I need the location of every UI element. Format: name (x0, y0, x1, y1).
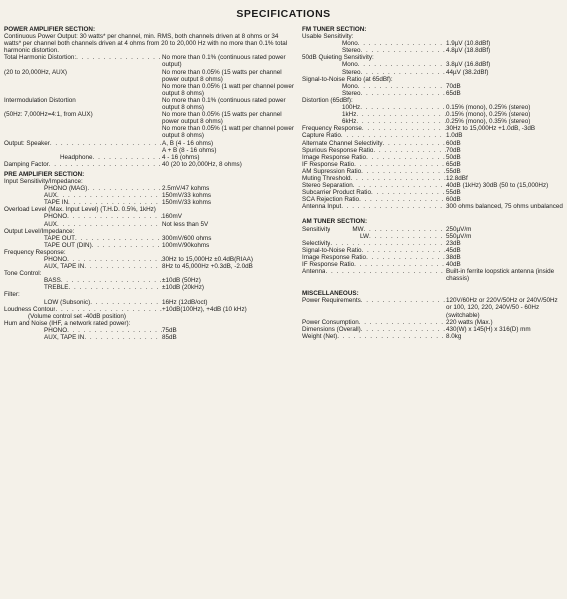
spec-label: Stereo (342, 47, 361, 55)
imd-value-1: No more than 0.1% (continuous rated power output 8 ohms) (162, 96, 286, 112)
page-title: SPECIFICATIONS (236, 8, 331, 20)
spec-row (302, 254, 564, 261)
spec-label: Power Requirements (302, 297, 361, 305)
leader-dots (68, 199, 162, 206)
spec-label: Dimensions (Overall) (302, 325, 361, 333)
leader-dots (361, 90, 446, 97)
leader-dots (351, 175, 446, 182)
spec-value: 220 watts (Max.) (446, 318, 493, 326)
headphone-value: 4 - 16 (ohms) (162, 153, 200, 161)
thd-row (4, 54, 294, 68)
spec-row (4, 199, 294, 206)
spec-label: Image Response Ratio (302, 253, 367, 261)
thd-value-1: No more than 0.1% (continuous rated power output) (162, 54, 286, 69)
spec-value: 40dB (1kHz) 30dB (50 to (15,000Hz) (446, 182, 549, 190)
right-column (302, 26, 564, 340)
leader-dots (57, 192, 162, 199)
spec-value: Built-in ferrite loopstick antenna (inside chassis) (446, 268, 555, 283)
spec-label: 1kHz (342, 111, 357, 119)
spec-label: Mono (342, 40, 358, 48)
spec-label: Frequency Response (302, 125, 362, 133)
distortion-label: Distortion (65dBf): (302, 96, 353, 104)
spec-row (302, 319, 564, 326)
spec-row (4, 192, 294, 199)
spec-value: 3.8µV (16.8dBf) (446, 61, 491, 69)
spec-row (302, 47, 564, 54)
spec-value: 150mV/33 kohms (162, 192, 212, 200)
leader-dots (356, 111, 446, 118)
spec-row (302, 333, 564, 340)
spec-label: Selectivity (302, 239, 331, 247)
loudness-row (4, 306, 294, 313)
spec-value: ±10dB (20kHz) (162, 284, 204, 292)
miscellaneous-heading: MISCELLANEOUS: (302, 290, 359, 298)
spec-row (302, 118, 564, 125)
spec-row (302, 147, 564, 154)
spec-row (302, 226, 564, 233)
spec-label: 6kHz (342, 118, 357, 126)
spec-row (302, 196, 564, 203)
spacer (302, 282, 564, 287)
spec-value: 8.0kg (446, 332, 462, 340)
spec-row (302, 161, 564, 168)
leader-dots (361, 47, 446, 54)
imd-value-2: No more than 0.05% (15 watts per channel power output 8 ohms) (162, 111, 282, 126)
spec-value: 1.0dB (446, 132, 463, 140)
spec-label: 100Hz (342, 104, 361, 112)
spec-label: PHONO (44, 326, 68, 334)
leader-dots (353, 182, 446, 189)
spec-value: 50dB (446, 153, 461, 161)
leader-dots (55, 306, 162, 313)
spec-row (302, 261, 564, 268)
leader-dots (358, 61, 446, 68)
leader-dots (69, 284, 163, 291)
spec-label: Mono (342, 82, 358, 90)
fm-tuner-heading: FM TUNER SECTION: (302, 26, 367, 33)
tone-control-label: Tone Control: (4, 270, 42, 278)
leader-dots (359, 319, 446, 326)
spec-value: 55dB (446, 167, 461, 175)
leader-dots (90, 299, 162, 306)
leader-dots (354, 161, 446, 168)
usable-sensitivity-label: Usable Sensitivity: (302, 33, 354, 41)
am-tuner-heading: AM TUNER SECTION: (302, 218, 368, 226)
leader-dots (87, 185, 162, 192)
spec-value: 250µV/m (446, 225, 472, 233)
damping-row (4, 161, 294, 168)
spec-row (4, 284, 294, 291)
quieting-label: 50dB Quieting Sensitivity: (302, 54, 374, 62)
leader-dots (57, 221, 162, 228)
spec-value: 12.8dBf (446, 174, 468, 182)
imd-label-2: (50Hz: 7,000Hz=4:1, from AUX) (4, 111, 93, 119)
spec-label: TAPE OUT (DIN) (44, 241, 92, 249)
input-sensitivity-label: Input Sensitivity/Impedance: (4, 177, 83, 185)
spec-value: 150mV/33 kohms (162, 199, 212, 207)
spec-row (4, 299, 294, 306)
spec-label: Mono (342, 61, 358, 69)
spec-value: 65dB (446, 89, 461, 97)
frequency-response-label: Frequency Response: (4, 248, 66, 256)
spec-label: Stereo (342, 68, 361, 76)
spec-row (302, 104, 564, 111)
spec-row (4, 185, 294, 192)
spec-label: MW (352, 225, 364, 233)
leader-dots (325, 268, 446, 275)
spec-row (302, 83, 564, 90)
spec-label-prefix: Sensitivity (302, 225, 331, 233)
imd-row (4, 97, 294, 111)
spec-row (4, 334, 294, 341)
leader-dots (341, 203, 446, 210)
leader-dots (356, 118, 446, 125)
spec-value: 44µV (38.2dBf) (446, 68, 489, 76)
thd-value-2: No more than 0.05% (15 watts per channel power output 8 ohms) (162, 68, 282, 83)
spec-label: TAPE IN (44, 199, 69, 207)
leader-dots (92, 242, 162, 249)
spec-label: AUX, TAPE IN (44, 334, 85, 342)
spec-value: 70dB (446, 82, 461, 90)
spec-row (302, 233, 564, 240)
thd-row-2 (4, 69, 294, 83)
spec-value: 0.25% (mono), 0.35% (stereo) (446, 118, 531, 126)
spec-value: 60dB (446, 139, 461, 147)
spec-value: 550µV/m (446, 232, 472, 240)
spec-label: AM Supression Ratio (302, 167, 362, 175)
thd-value-3: No more than 0.05% (1 watt per channel power output 8 ohms) (162, 82, 294, 97)
leader-dots (366, 154, 446, 161)
overload-label: Overload Level (Max. Input Level) (T.H.D. 0.5%, 1kHz) (4, 206, 156, 214)
damping-label: Damping Factor (4, 160, 49, 168)
spec-value: 4.8µV (18.8dBf) (446, 47, 491, 55)
left-column (4, 26, 294, 341)
output-level-label: Output Level/Impedance: (4, 227, 75, 235)
leader-dots (366, 254, 446, 261)
spec-label: TREBLE (44, 284, 69, 292)
leader-dots (330, 240, 446, 247)
spec-value: 55dB (446, 189, 461, 197)
spec-row (302, 40, 564, 47)
output-row (4, 140, 294, 147)
spec-row (302, 61, 564, 68)
leader-dots (361, 69, 446, 76)
leader-dots (84, 263, 162, 270)
spec-value: 60dB (446, 196, 461, 204)
spec-value: 120V/60Hz or 220V/50Hz or 240V/50Hz or 100, 120, 220, 240V/50 - 60Hz (switchable) (446, 297, 558, 319)
leader-dots (362, 125, 446, 132)
spec-row (302, 111, 564, 118)
spec-label: AUX (44, 192, 57, 200)
spec-label: Weight (Net) (302, 332, 338, 340)
leader-dots (67, 327, 162, 334)
damping-value: 40 (20 to 20,000Hz, 8 ohms) (162, 160, 242, 168)
spec-row (302, 154, 564, 161)
thd-row-3 (4, 83, 294, 97)
spec-value: ±10dB (50Hz) (162, 277, 201, 285)
spec-label: PHONO (44, 213, 68, 221)
spec-label: LW (360, 232, 369, 240)
spec-row (302, 175, 564, 182)
spec-row (4, 327, 294, 334)
leader-dots (93, 154, 162, 161)
spec-value: 100mV/90kohms (162, 241, 210, 249)
spec-label: SCA Rejection Ratio (302, 196, 360, 204)
output-label: Output: Speaker (4, 139, 50, 147)
leader-dots (75, 235, 162, 242)
hum-noise-label: Hum and Noise (IHF, a network rated power): (4, 319, 131, 327)
spec-row (4, 242, 294, 249)
spec-value: 0.15% (mono), 0.25% (stereo) (446, 104, 531, 112)
spec-value: Not less than 5V (162, 220, 209, 228)
spec-label: Subcarrier Product Ratio (302, 189, 371, 197)
spec-row (302, 132, 564, 139)
leader-dots (373, 147, 446, 154)
spec-label: PHONO (44, 256, 68, 263)
spec-value: 160mV (162, 213, 182, 221)
spacer (302, 210, 564, 215)
spec-row (302, 168, 564, 175)
spec-row (4, 256, 294, 263)
leader-dots (359, 196, 446, 203)
spec-label: Stereo (342, 89, 361, 97)
leader-dots (369, 233, 446, 240)
spec-value: 23dB (446, 239, 461, 247)
spec-value: 430(W) x 145(H) x 316(D) mm (446, 325, 531, 333)
leader-dots (50, 140, 162, 147)
spec-value: 38dB (446, 253, 461, 261)
spec-row (302, 247, 564, 254)
spec-value: 75dB (162, 326, 177, 334)
imd-row-2 (4, 111, 294, 125)
leader-dots (362, 247, 447, 254)
spec-label: AUX, TAPE IN (44, 263, 85, 271)
headphone-row (4, 154, 294, 161)
spec-label: AUX (44, 220, 57, 228)
spec-row (302, 297, 564, 318)
thd-label-2: (20 to 20,000Hz, AUX) (4, 68, 68, 76)
leader-dots (67, 256, 162, 263)
leader-dots (358, 40, 446, 47)
loudness-note: (Volume control set -40dB position) (28, 312, 127, 320)
leader-dots (341, 132, 446, 139)
spec-row (302, 90, 564, 97)
spec-row (4, 235, 294, 242)
spec-label: LOW (Subsonic) (44, 298, 91, 306)
leader-dots (361, 326, 446, 333)
spec-value: 45dB (446, 246, 461, 254)
leader-dots (354, 261, 446, 268)
spec-label: TAPE OUT (44, 234, 76, 242)
spec-row (302, 240, 564, 247)
spec-value: 30Hz to 15,000Hz +1.0dB, -3dB (446, 125, 536, 133)
output-row-2 (4, 147, 294, 154)
spec-label: Capture Ratio (302, 132, 341, 140)
imd-value-3: No more than 0.05% (1 watt per channel power output 8 ohms) (162, 125, 294, 140)
spec-label: Image Response Ratio (302, 153, 367, 161)
spec-value: 85dB (162, 334, 177, 342)
spec-value: 2.5mV/47 kohms (162, 185, 210, 193)
leader-dots (360, 104, 446, 111)
spec-row (302, 69, 564, 76)
leader-dots (337, 333, 446, 340)
spec-row (302, 125, 564, 132)
spec-label: Power Consumption (302, 318, 359, 326)
spec-row (302, 203, 564, 210)
imd-label: Intermodulation Distortion (4, 96, 76, 104)
spec-label: Stereo Separation (302, 182, 353, 190)
leader-dots (364, 226, 446, 233)
spec-row (4, 221, 294, 228)
leader-dots (361, 168, 446, 175)
spec-value: 300mV/600 ohms (162, 234, 212, 242)
spec-value: 0.15% (mono), 0.25% (stereo) (446, 111, 531, 119)
spec-label: Spurious Response Ratio (302, 146, 374, 154)
spec-label: Alternate Channel Selectivity (302, 139, 383, 147)
spec-value: 16Hz (12dB/oct) (162, 298, 208, 306)
spec-value: 70dB (446, 146, 461, 154)
spec-row (302, 326, 564, 333)
spec-row (302, 268, 564, 282)
loudness-label: Loudness Contour (4, 305, 56, 313)
spec-label: IF Response Ratio (302, 160, 355, 168)
spec-label: Signal-to-Noise Ratio (302, 246, 362, 254)
continuous-power-text: Continuous Power Output: 30 watts* per channel, min. RMS, both channels driven at 8 ohms or 34 watts* per channel both channels driven at 4 ohms from 20 to 20,000 Hz with no more than 0.1% total harmonic distortion. (4, 33, 288, 55)
output-value-1: A, B (4 - 16 ohms) (162, 139, 214, 147)
spec-value: 40dB (446, 261, 461, 268)
spec-label: BASS (44, 277, 61, 285)
leader-dots (358, 83, 446, 90)
snr-label: Signal-to-Noise Ratio (at 65dBf): (302, 75, 393, 83)
leader-dots (49, 161, 162, 168)
loudness-value: +10dB(100Hz), +4dB (10 kHz) (162, 305, 247, 313)
pre-amplifier-heading: PRE AMPLIFIER SECTION: (4, 170, 85, 178)
spec-row (302, 189, 564, 196)
leader-dots (383, 140, 446, 147)
spec-row (302, 182, 564, 189)
spec-value: 8Hz to 45,000Hz +0.3dB, -2.0dB (162, 263, 253, 271)
leader-dots (76, 54, 162, 61)
spec-label: Antenna Input (302, 203, 342, 211)
spec-row (4, 263, 294, 270)
output-value-2: A + B (8 - 16 ohms) (162, 146, 217, 154)
spec-row (4, 213, 294, 220)
leader-dots (61, 277, 162, 284)
spec-label: IF Response Ratio (302, 261, 355, 268)
spec-row (4, 277, 294, 284)
leader-dots (84, 334, 162, 341)
spec-label: Antenna (302, 268, 326, 276)
spec-label: PHONO (MAG) (44, 185, 88, 193)
spec-value: 30Hz to 15,000Hz ±0.4dB(RIAA) (162, 256, 253, 263)
leader-dots (67, 213, 162, 220)
spec-value: 1.9µV (10.8dBf) (446, 40, 491, 48)
spec-value: 300 ohms balanced, 75 ohms unbalanced (446, 203, 563, 211)
imd-row-3 (4, 125, 294, 139)
spec-label: Muting Threshold (302, 174, 351, 182)
spec-value: 65dB (446, 160, 461, 168)
thd-label: Total Harmonic Distortion: (4, 54, 77, 62)
leader-dots (371, 189, 446, 196)
spec-row (302, 140, 564, 147)
power-amplifier-heading: POWER AMPLIFIER SECTION: (4, 26, 96, 33)
leader-dots (361, 297, 446, 304)
headphone-label: Headphone (60, 153, 93, 161)
filter-label: Filter: (4, 291, 20, 299)
